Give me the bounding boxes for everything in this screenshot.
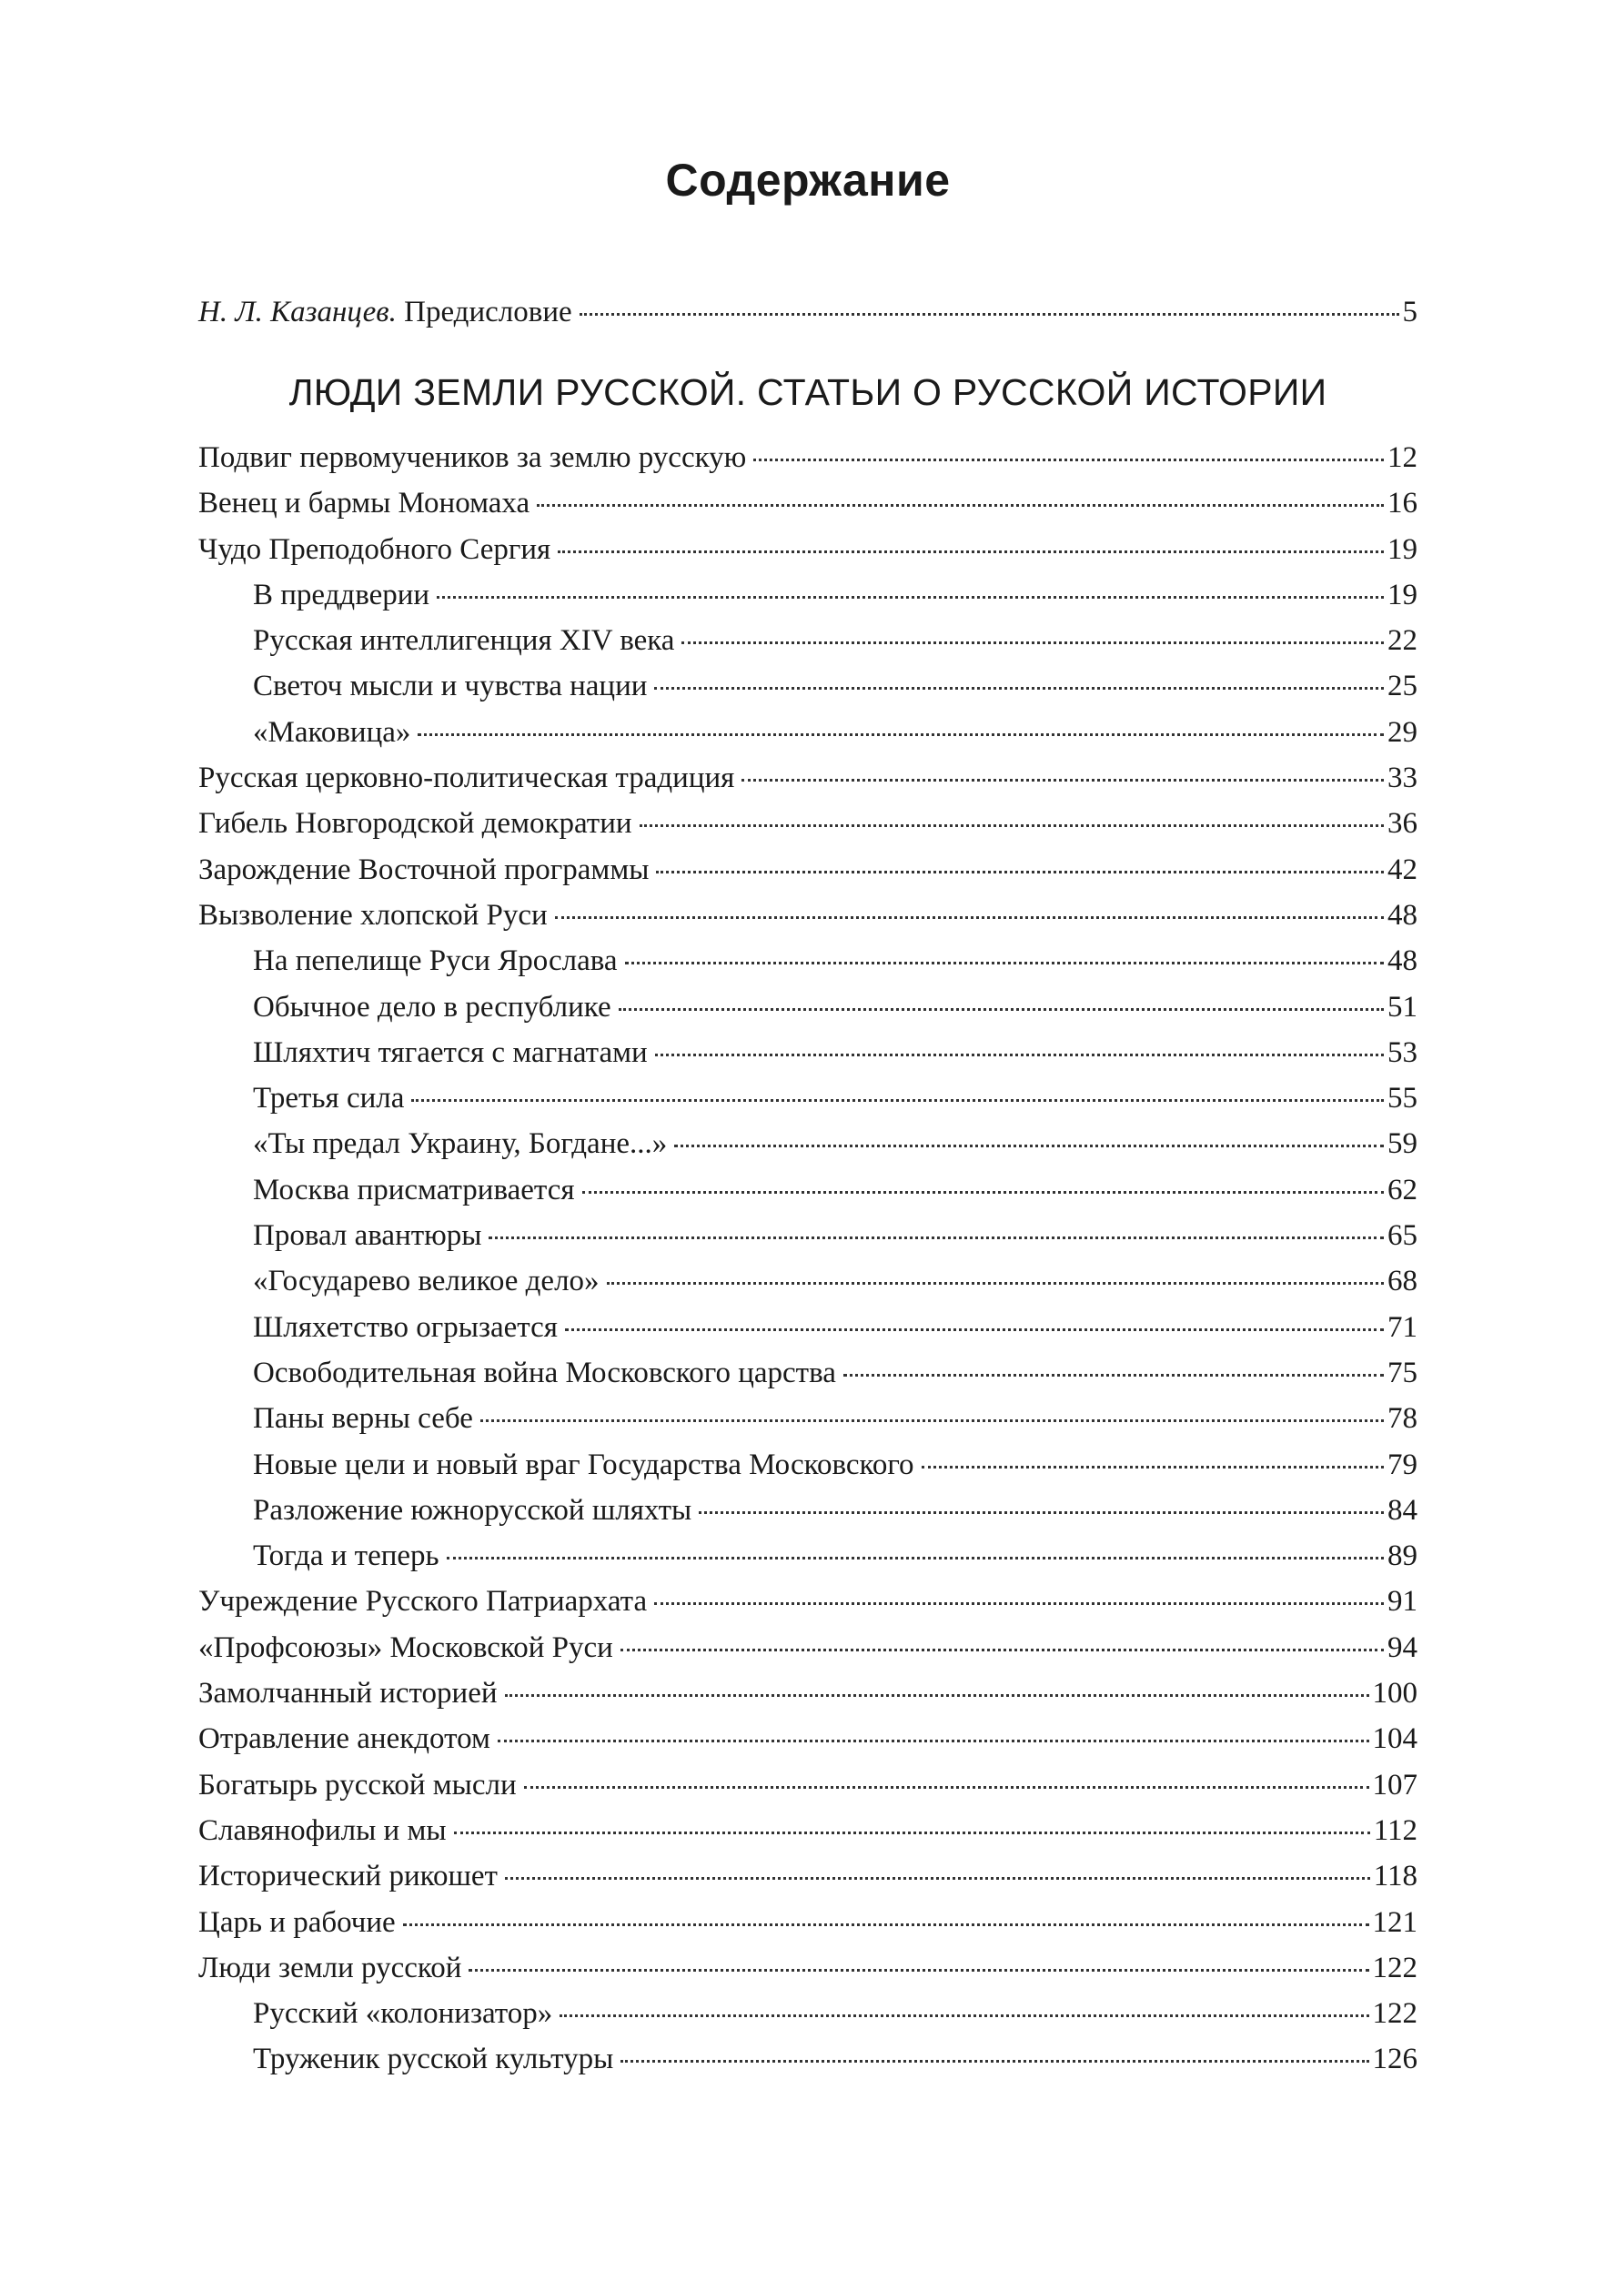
toc-page-number: 91 xyxy=(1387,1585,1417,1619)
toc-page-number: 78 xyxy=(1387,1402,1417,1436)
toc-entry-title: Русская церковно-политическая традиция xyxy=(198,762,735,795)
toc-entry-title: Отравление анекдотом xyxy=(198,1722,490,1756)
preface-page-number: 5 xyxy=(1402,296,1417,328)
toc-subentry[interactable] xyxy=(198,1121,1417,1166)
dot-leader xyxy=(469,1969,1368,1972)
toc-page-number: 100 xyxy=(1372,1677,1417,1711)
toc-page-number: 71 xyxy=(1387,1310,1417,1344)
preface-author: Н. Л. Казанцев. xyxy=(198,296,397,328)
toc-subentry[interactable] xyxy=(198,984,1417,1030)
toc-page-number: 16 xyxy=(1387,487,1417,520)
toc-page-number: 118 xyxy=(1373,1860,1417,1893)
toc-entry-title: «Государево великое дело» xyxy=(253,1265,600,1298)
toc-entry-title: Люди земли русской xyxy=(198,1951,462,1984)
toc-page-number: 104 xyxy=(1372,1722,1417,1756)
dot-leader xyxy=(558,550,1384,553)
toc-entry-title: Гибель Новгородской демократии xyxy=(198,807,632,841)
toc-subentry[interactable] xyxy=(198,938,1417,984)
dot-leader xyxy=(411,1099,1384,1102)
toc-page-number: 89 xyxy=(1387,1539,1417,1573)
toc-page-number: 84 xyxy=(1387,1493,1417,1527)
dot-leader xyxy=(582,1191,1384,1194)
toc-page-number: 126 xyxy=(1372,2043,1417,2076)
toc-entry[interactable] xyxy=(198,1625,1417,1670)
dot-leader xyxy=(620,1649,1384,1651)
toc-entry[interactable] xyxy=(198,1762,1417,1808)
toc-page-number: 36 xyxy=(1387,807,1417,841)
preface-title-group xyxy=(198,289,572,335)
toc-list xyxy=(198,435,1417,2083)
page-title: Содержание xyxy=(665,155,951,206)
toc-subentry[interactable] xyxy=(198,572,1417,618)
toc-subentry[interactable] xyxy=(198,1213,1417,1258)
toc-entry[interactable] xyxy=(198,1808,1417,1853)
dot-leader xyxy=(620,2060,1368,2063)
toc-entry[interactable] xyxy=(198,755,1417,801)
toc-entry[interactable] xyxy=(198,527,1417,572)
toc-page-number: 29 xyxy=(1387,715,1417,749)
dot-leader xyxy=(537,504,1384,507)
toc-page-number: 53 xyxy=(1387,1035,1417,1069)
toc-subentry[interactable] xyxy=(198,663,1417,709)
toc-entry[interactable] xyxy=(198,480,1417,526)
toc-page-number: 122 xyxy=(1372,1951,1417,1984)
toc-page-number: 121 xyxy=(1372,1905,1417,1939)
toc-entry-title: Тогда и теперь xyxy=(253,1539,439,1573)
toc-entry-title: На пепелище Руси Ярослава xyxy=(253,944,618,978)
dot-leader xyxy=(560,2014,1368,2017)
toc-entry-title: Царь и рабочие xyxy=(198,1905,396,1939)
toc-entry[interactable] xyxy=(198,1945,1417,1991)
dot-leader xyxy=(418,733,1384,736)
dot-leader xyxy=(922,1466,1384,1469)
toc-entry-title: Обычное дело в республике xyxy=(253,990,611,1024)
toc-entry-title: Богатырь русской мысли xyxy=(198,1768,517,1802)
dot-leader xyxy=(741,779,1384,782)
toc-entry-title: Труженик русской культуры xyxy=(253,2043,614,2076)
dot-leader xyxy=(480,1419,1384,1422)
dot-leader xyxy=(580,313,1399,316)
toc-subentry[interactable] xyxy=(198,1030,1417,1075)
toc-entry-title: Третья сила xyxy=(253,1082,405,1115)
toc-page-number: 51 xyxy=(1387,990,1417,1024)
dot-leader xyxy=(656,871,1384,873)
dot-leader xyxy=(607,1282,1384,1285)
toc-entry-title: Зарождение Восточной программы xyxy=(198,853,650,886)
dot-leader xyxy=(555,916,1384,919)
toc-entry[interactable] xyxy=(198,1716,1417,1761)
toc-subentry[interactable] xyxy=(198,1167,1417,1213)
toc-entry-title: Учреждение Русского Патриархата xyxy=(198,1585,648,1619)
dot-leader xyxy=(437,596,1384,599)
dot-leader xyxy=(674,1145,1384,1147)
toc-entry[interactable] xyxy=(198,1670,1417,1716)
toc-entry-title: Славянофилы и мы xyxy=(198,1813,447,1847)
dot-leader xyxy=(447,1557,1384,1559)
preface-entry[interactable] xyxy=(198,289,1417,335)
toc-entry-title: «Профсоюзы» Московской Руси xyxy=(198,1630,613,1664)
toc-page-number: 122 xyxy=(1372,1997,1417,2031)
toc-entry-title: Замолчанный историей xyxy=(198,1677,498,1711)
toc-subentry[interactable] xyxy=(198,1258,1417,1304)
toc-page-number: 42 xyxy=(1387,853,1417,886)
toc-subentry[interactable] xyxy=(198,1396,1417,1441)
dot-leader xyxy=(505,1877,1370,1880)
toc-page-number: 19 xyxy=(1387,578,1417,611)
toc-subentry[interactable] xyxy=(198,1442,1417,1488)
dot-leader xyxy=(681,641,1384,644)
toc-page-number: 107 xyxy=(1372,1768,1417,1802)
toc-entry-title: Шляхтич тягается с магнатами xyxy=(253,1035,648,1069)
toc-page-number: 75 xyxy=(1387,1356,1417,1389)
toc-page-number: 112 xyxy=(1373,1813,1417,1847)
toc-subentry[interactable] xyxy=(198,1533,1417,1579)
toc-entry-title: Провал авантюры xyxy=(253,1219,482,1253)
toc-page-number: 25 xyxy=(1387,670,1417,703)
toc-entry-title: Шляхетство огрызается xyxy=(253,1310,558,1344)
toc-page-number: 33 xyxy=(1387,762,1417,795)
toc-subentry[interactable] xyxy=(198,2036,1417,2082)
toc-page-number: 62 xyxy=(1387,1173,1417,1206)
toc-entry-title: Новые цели и новый враг Государства Московского xyxy=(253,1448,914,1481)
toc-subentry[interactable] xyxy=(198,1305,1417,1350)
toc-subentry[interactable] xyxy=(198,1991,1417,2036)
dot-leader xyxy=(403,1923,1369,1926)
section-heading: ЛЮДИ ЗЕМЛИ РУССКОЙ. СТАТЬИ О РУССКОЙ ИСТОРИИ xyxy=(288,371,1327,413)
dot-leader xyxy=(640,824,1384,827)
dot-leader xyxy=(625,962,1384,964)
toc-subentry[interactable] xyxy=(198,710,1417,755)
dot-leader xyxy=(655,1054,1384,1056)
dot-leader xyxy=(498,1740,1369,1742)
toc-page-number: 12 xyxy=(1387,441,1417,474)
dot-leader xyxy=(654,687,1384,690)
toc-entry[interactable] xyxy=(198,801,1417,846)
dot-leader xyxy=(489,1236,1384,1239)
toc-subentry[interactable] xyxy=(198,1488,1417,1533)
toc-page-number: 55 xyxy=(1387,1082,1417,1115)
dot-leader xyxy=(524,1786,1369,1789)
preface-title: Предисловие xyxy=(404,296,572,328)
toc-entry-title: Подвиг первомучеников за землю русскую xyxy=(198,441,747,474)
toc-page-number: 65 xyxy=(1387,1219,1417,1253)
toc-entry[interactable] xyxy=(198,435,1417,480)
toc-entry-title: Венец и бармы Мономаха xyxy=(198,487,530,520)
toc-entry-title: В преддверии xyxy=(253,578,430,611)
toc-entry[interactable] xyxy=(198,1579,1417,1624)
toc-entry-title: Паны верны себе xyxy=(253,1402,473,1436)
dot-leader xyxy=(699,1511,1384,1514)
toc-page-number: 48 xyxy=(1387,944,1417,978)
toc-entry-title: Чудо Преподобного Сергия xyxy=(198,532,551,566)
toc-page-number: 79 xyxy=(1387,1448,1417,1481)
toc-entry-title: Освободительная война Московского царства xyxy=(253,1356,836,1389)
toc-entry[interactable] xyxy=(198,893,1417,938)
toc-entry-title: Русская интеллигенция XIV века xyxy=(253,624,675,658)
toc-page xyxy=(198,0,1417,2281)
dot-leader xyxy=(619,1008,1384,1011)
toc-page-number: 19 xyxy=(1387,532,1417,566)
toc-subentry[interactable] xyxy=(198,618,1417,663)
dot-leader xyxy=(505,1694,1369,1697)
toc-page-number: 94 xyxy=(1387,1630,1417,1664)
toc-entry[interactable] xyxy=(198,1853,1417,1899)
toc-entry-title: «Маковица» xyxy=(253,715,411,749)
dot-leader xyxy=(565,1328,1384,1331)
dot-leader xyxy=(454,1832,1370,1834)
toc-entry-title: Разложение южнорусской шляхты xyxy=(253,1493,692,1527)
dot-leader xyxy=(753,459,1384,461)
toc-entry[interactable] xyxy=(198,1900,1417,1945)
dot-leader xyxy=(843,1374,1384,1377)
toc-entry-title: Исторический рикошет xyxy=(198,1860,498,1893)
toc-subentry[interactable] xyxy=(198,1075,1417,1121)
toc-entry-title: Вызволение хлопской Руси xyxy=(198,898,548,932)
dot-leader xyxy=(654,1602,1384,1605)
toc-page-number: 48 xyxy=(1387,898,1417,932)
toc-subentry[interactable] xyxy=(198,1350,1417,1396)
toc-page-number: 22 xyxy=(1387,624,1417,658)
toc-entry-title: Москва присматривается xyxy=(253,1173,575,1206)
toc-entry-title: Русский «колонизатор» xyxy=(253,1997,553,2031)
toc-entry-title: «Ты предал Украину, Богдане...» xyxy=(253,1127,668,1161)
toc-entry-title: Светоч мысли и чувства нации xyxy=(253,670,648,703)
toc-page-number: 59 xyxy=(1387,1127,1417,1161)
toc-page-number: 68 xyxy=(1387,1265,1417,1298)
toc-entry[interactable] xyxy=(198,847,1417,893)
